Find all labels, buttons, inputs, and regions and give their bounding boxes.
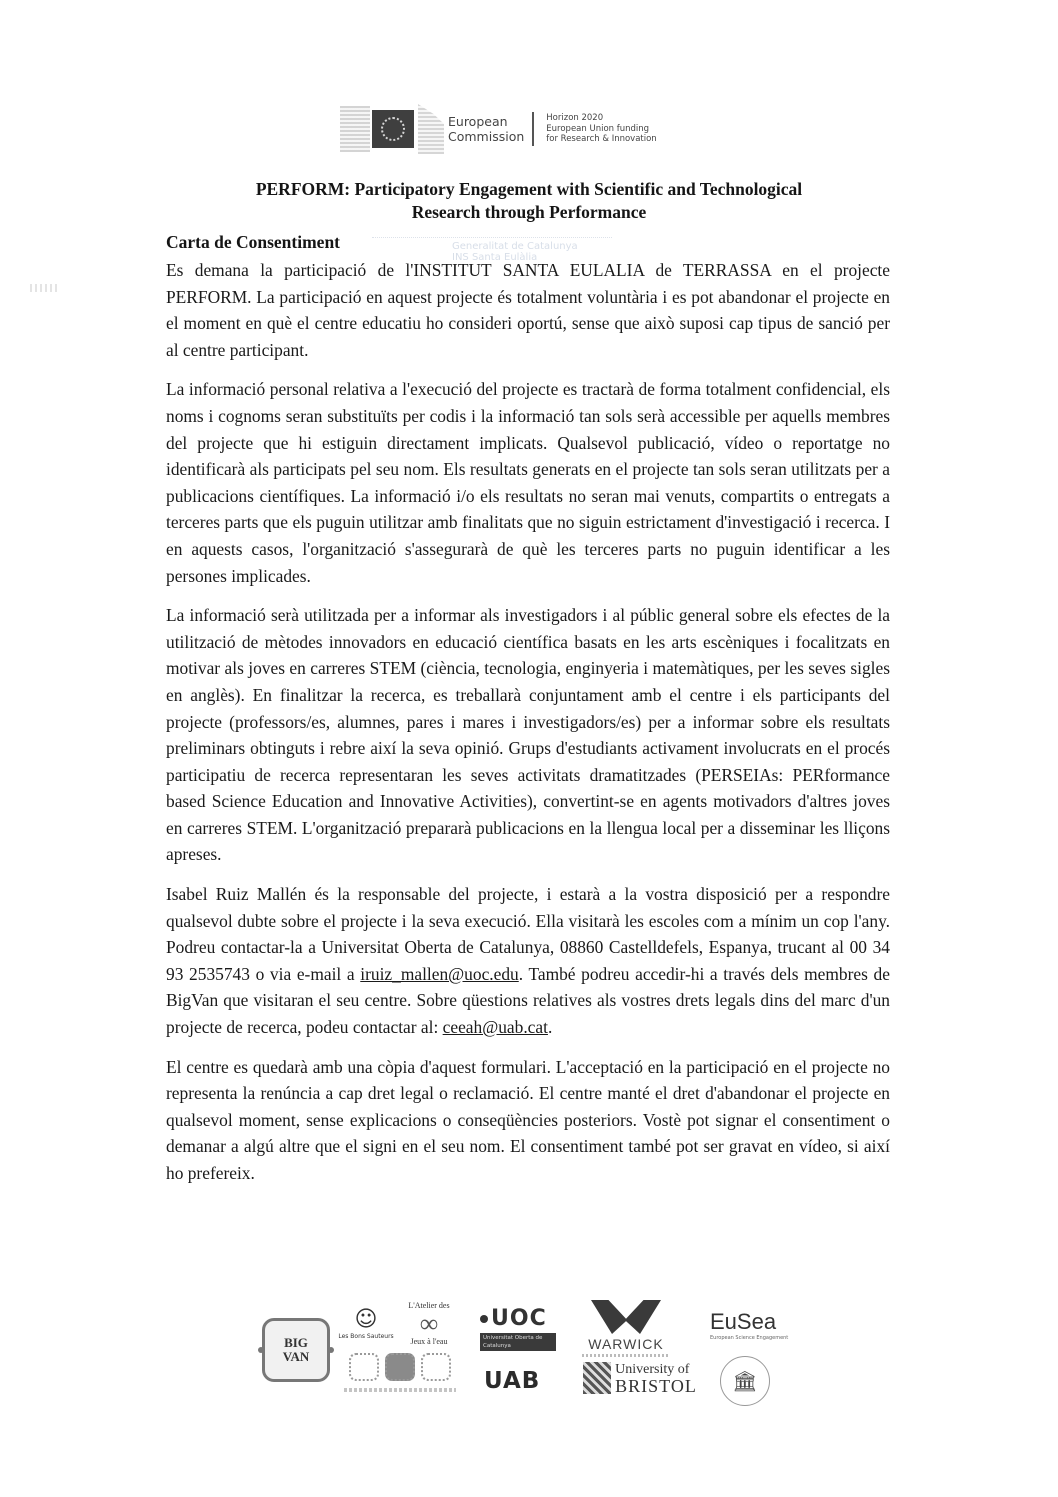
- badge-logos: [344, 1352, 456, 1392]
- uoc-bar: Universitat Oberta de Catalunya: [480, 1333, 556, 1351]
- bristol-logo: [574, 1358, 706, 1398]
- euscea-logo: [710, 1302, 790, 1348]
- warwick-word: WARWICK: [588, 1336, 664, 1352]
- warwick-subline: [582, 1354, 670, 1357]
- euscea-sub: European Science Engagement: [710, 1335, 789, 1341]
- logo-divider: [532, 112, 534, 146]
- horizon-2020-text: [546, 113, 656, 145]
- scan-artifact: [30, 284, 58, 292]
- bristol-line2: BRISTOL: [615, 1376, 697, 1396]
- uoc-logo: [480, 1306, 564, 1351]
- email-link-uoc[interactable]: iruiz_mallen@uoc.edu: [360, 963, 519, 984]
- programme-line1: Horizon 2020: [546, 113, 604, 124]
- bigvan-logo: [262, 1318, 330, 1382]
- bristol-crest-icon: [583, 1362, 611, 1394]
- partner-logos: [258, 1298, 798, 1408]
- commission-name-line1: European: [448, 114, 508, 129]
- commission-name: [448, 114, 524, 144]
- warwick-w-icon: [591, 1300, 661, 1334]
- uoc-word: UOC: [480, 1306, 547, 1331]
- stamp-line2: INS Santa Eulàlia: [452, 252, 538, 263]
- bristol-text: [615, 1362, 697, 1394]
- programme-line2: European Union funding: [546, 123, 650, 134]
- title-line2: Research through Performance: [411, 202, 647, 222]
- contact-text-2: . També podreu accedir-hi a través dels membres de BigVan que visitaran el seu centre. Sobre qüestions relatives als vostres drets legals dins del marc d'un projecte de recerca, podeu contactar al:: [166, 963, 890, 1038]
- stamp-dotted-line: [372, 237, 612, 238]
- euscea-word: EuSea: [710, 1309, 777, 1334]
- paragraph-information-use: La informació serà utilitzada per a informar als investigadors i al públic general sobre els efectes de la utilització de mètodes innovadors en educació científica basats en les arts escèniques i focalitzats en motivar als joves en carreres STEM (ciència, tecnologia, enginyeria i matemàtiques, per les seves sigles en anglès). En finalitzar la recerca, es treballarà conjuntament amb el centre i els participants del projecte (professors/es, alumnes, pares i mares i investigadors/es) per a informar sobre els resultats preliminars obtinguts i rebre així la seva opinió. Grups d'estudiants activament involucrats en el procés participatiu de recerca representaran les seves activitats dramatitzades (PERSEIAs: PERformance based Science Education and Innovative Activities), convertint-se en agents motivadors d'altres joves en carreres STEM. L'organització prepararà publicacions en la llengua local per a disseminar les lliçons apreses.: [166, 605, 890, 865]
- unesco-temple-icon: 🏛: [720, 1356, 770, 1406]
- uab-logo: UAB: [484, 1368, 541, 1394]
- section-heading: Carta de Consentiment: [166, 232, 341, 252]
- warwick-logo: [576, 1300, 676, 1357]
- document-body: [166, 257, 890, 1200]
- bigvan-text-2: VAN: [282, 1349, 310, 1364]
- paragraph-rights: El centre es quedarà amb una còpia d'aquest formulari. L'acceptació en la participació en el projecte no representa la renúncia a cap dret legal o reclamació. El centre manté el dret d'abandonar el projecte en qualsevol moment, sense explicacions o conseqüències posteriors. Vostè pot signar el consentiment o demanar a algú altre que el signi en el seu nom. El consentiment també pot ser gravat en vídeo, si així ho prefereix.: [166, 1056, 890, 1183]
- face-glasses-icon: ☺: [354, 1306, 378, 1332]
- badge-icon: [385, 1353, 415, 1381]
- atelier-line2: Jeux à l'eau: [410, 1337, 448, 1346]
- aumor-caption: Les Bons Sauteurs: [338, 1332, 394, 1340]
- badge-caption: [344, 1388, 456, 1392]
- contact-text-3: .: [547, 1017, 553, 1038]
- bigvan-text-1: BIG: [284, 1335, 308, 1350]
- infinity-icon: ∞: [419, 1309, 439, 1338]
- european-commission-logo: [340, 100, 720, 158]
- badge-icon: [349, 1353, 379, 1381]
- eu-flag-icon: [372, 110, 414, 148]
- paragraph-contact: [166, 881, 890, 1041]
- building-graphic-icon: [340, 106, 370, 152]
- bristol-line1: University of: [615, 1362, 690, 1377]
- title-line1: PERFORM: Participatory Engagement with Scientific and Technological: [255, 179, 803, 199]
- badge-icon: [421, 1353, 451, 1381]
- wheel-icon: [258, 1347, 264, 1353]
- programme-line3: for Research & Innovation: [546, 134, 657, 145]
- eu-stars-icon: [381, 117, 405, 141]
- atelier-logo: [398, 1300, 460, 1348]
- paragraph-participation: Es demana la participació de l'INSTITUT SANTA EULALIA de TERRASSA en el projecte PERFORM. La participació en aquest projecte és totalment voluntària i es pot abandonar el projecte en el moment en què el centre educatiu ho consideri oportú, sense que això suposi cap tipus de sanció per al centre participant.: [166, 260, 890, 360]
- les-bons-sauteurs-logo: [338, 1300, 394, 1346]
- wheel-icon: [328, 1347, 334, 1353]
- contact-text-1: Isabel Ruiz Mallén és la responsable del projecte, i estarà a la vostra disposició per a respondre qualsevol dubte sobre el projecte i la seva execució. Ella visitarà les escoles com a mínim un cop l'any. Podreu contactar-la a Universitat Oberta de Catalunya, 08860 Castelldefels, Espanya, trucant al 00 34 93 2535743 o via e-mail a: [166, 884, 890, 984]
- building-graphic-icon: [418, 104, 444, 154]
- document-title: [0, 178, 1058, 224]
- atelier-line1: L'Atelier des: [408, 1301, 450, 1310]
- paragraph-confidentiality: La informació personal relativa a l'execució del projecte es tractarà de forma totalment confidencial, els noms i cognoms seran substituïts per codis i la informació tan sols serà accessible per aquells membres del projecte que hi estiguin directament implicats. Qualsevol publicació, vídeo o reportatge no identificarà als participats pel seu nom. Els resultats generats en el projecte tan sols seran utilitzats per a publicacions científiques. La informació i/o els resultats no seran mai venuts, compartits o entregats a terceres parts que els puguin utilitzar amb finalitats que no siguin estrictament d'investigació i recerca. I en aquests casos, l'organització s'assegurarà de què les terceres parts no puguin identificar a les persones implicades.: [166, 379, 890, 586]
- commission-name-line2: Commission: [448, 129, 525, 144]
- email-link-uab[interactable]: ceeah@uab.cat: [442, 1017, 548, 1038]
- stamp-line1: Generalitat de Catalunya: [452, 241, 578, 252]
